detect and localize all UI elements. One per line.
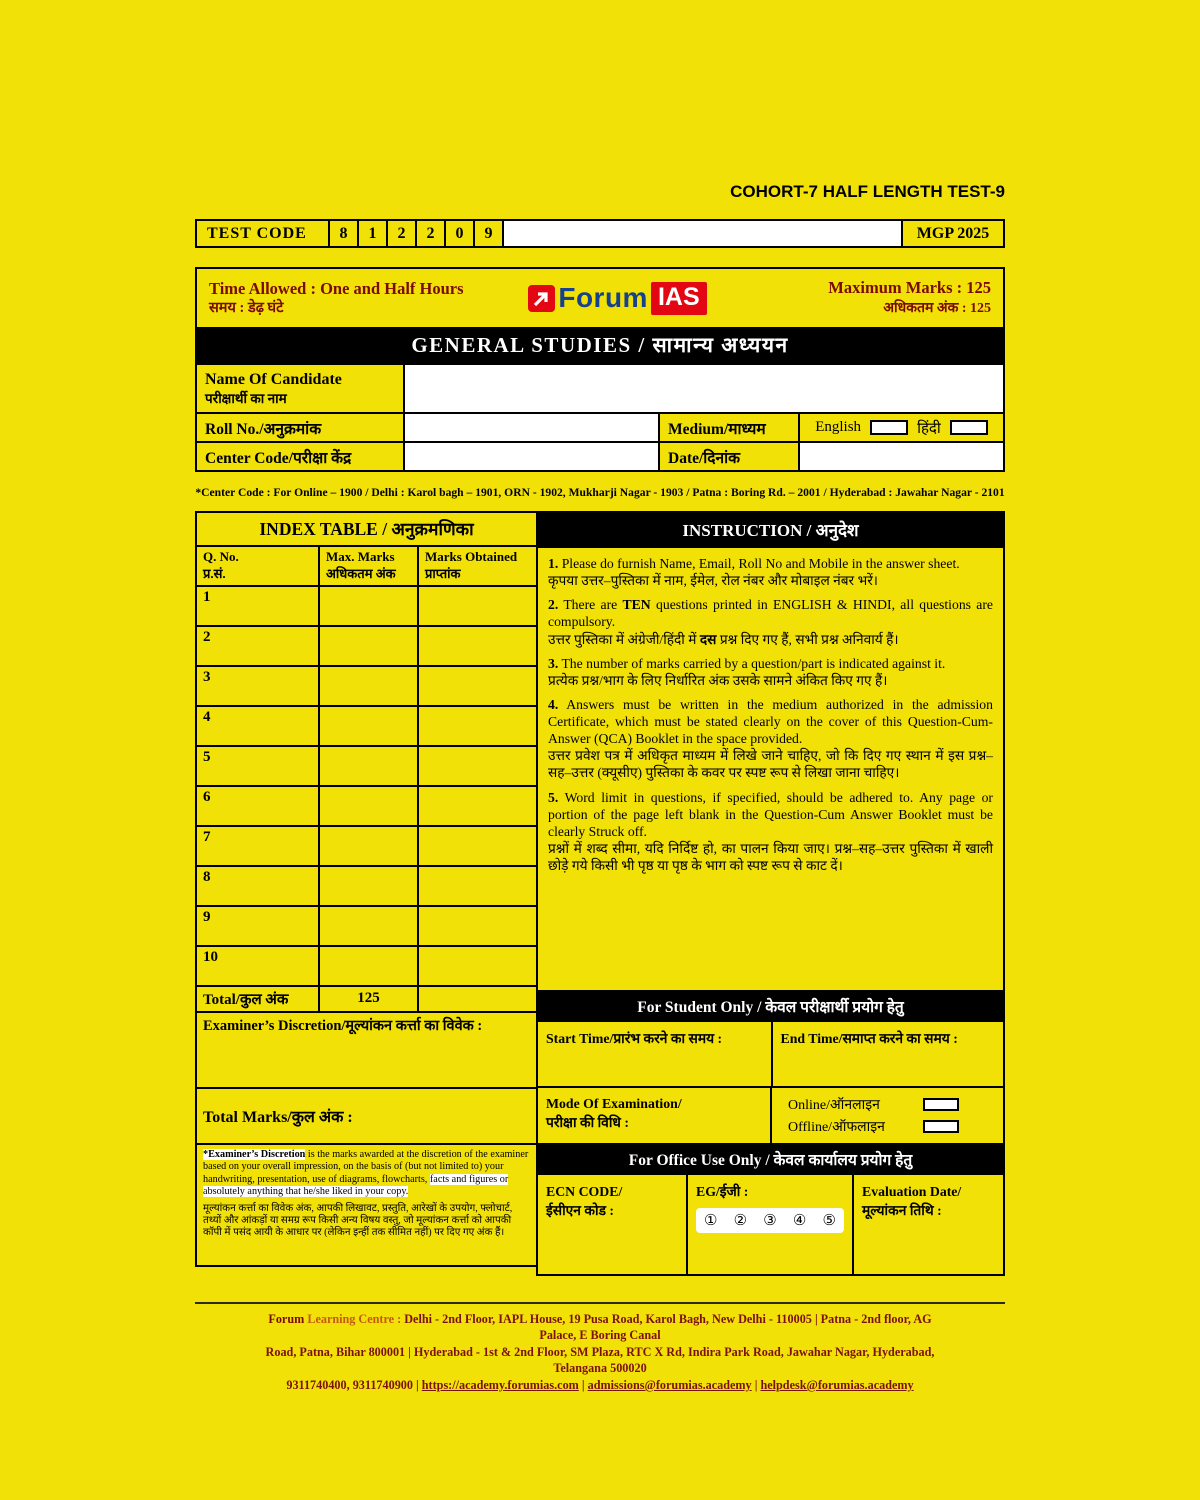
total-marks-obtained-cell[interactable]: [418, 986, 537, 1012]
footer: [195, 1302, 1005, 1393]
offline-option: [788, 1117, 959, 1136]
question-number: 3: [196, 666, 319, 706]
test-code-digit: 1: [359, 221, 388, 246]
col-header-marks-obtained: Marks Obtained प्राप्तांक: [418, 546, 537, 586]
candidate-name-label-en: Name Of Candidate: [205, 370, 342, 388]
main-area: [195, 511, 1005, 1276]
roll-number-row: [197, 412, 1003, 441]
center-code-label: Center Code/परीक्षा केंद्र: [205, 449, 352, 467]
eg-circle-2[interactable]: ②: [733, 1213, 748, 1229]
footer-helpdesk-email-link[interactable]: helpdesk@forumias.academy: [760, 1377, 914, 1392]
test-code-digit: 9: [475, 221, 504, 246]
ecn-code-field[interactable]: ECN CODE/ ईसीएन कोड :: [546, 1184, 623, 1219]
footer-text: Forum Learning Centre : Delhi - 2nd Floor, IAPL House, 19 Pusa Road, Karol Bagh, New Delhi - 110005 | Patna - 2nd floor, AG Palace, E Boring Canal Road, Patna, Bihar 800001 | Hyderabad - 1st & 2nd Floor, SM Plaza, RTC X Rd, Indira Park Road, Jawahar Nagar, Hyderabad, Telangana 500020 9311740400, 9311740900 | https://academy.forumias.com | admissions@forumias.academy | helpdesk@forumias.academy: [250, 1311, 950, 1393]
question-number: 7: [196, 826, 319, 866]
time-allowed-hi: समय : डेढ़ घंटे: [209, 300, 284, 317]
max-marks-cell[interactable]: [319, 666, 418, 706]
test-code-bar: [195, 219, 1005, 248]
max-marks-cell[interactable]: [319, 586, 418, 626]
mgp-label: MGP 2025: [903, 221, 1003, 246]
exam-header-block: [195, 267, 1005, 472]
time-allowed: [209, 278, 479, 318]
candidate-name-row: [197, 365, 1003, 412]
footer-contact-line: 9311740400, 9311740900 | https://academy.forumias.com | admissions@forumias.academy | helpdesk@forumias.academy: [286, 1377, 914, 1392]
subject-banner: GENERAL STUDIES / सामान्य अध्ययन: [197, 327, 1003, 365]
question-number: 8: [196, 866, 319, 906]
eg-grade-options: [696, 1208, 844, 1233]
office-use-row: [536, 1175, 1005, 1276]
time-fields-row: [536, 1022, 1005, 1088]
date-label: Date/दिनांक: [658, 443, 798, 470]
max-marks-cell[interactable]: [319, 746, 418, 786]
eg-circle-3[interactable]: ③: [763, 1213, 777, 1229]
center-code-row: [197, 441, 1003, 470]
question-number: 6: [196, 786, 319, 826]
online-label: Online/ऑनलाइन: [788, 1098, 880, 1114]
test-code-digit: 2: [417, 221, 446, 246]
marks-obtained-cell[interactable]: [418, 786, 537, 826]
mode-of-examination-row: [536, 1088, 1005, 1145]
instruction-4: 4. Answers must be written in the medium authorized in the admission Certificate, which must be stated clearly on the cover of this Question-Cum-Answer (QCA) Booklet in the space provided. उत्तर प्रवेश पत्र में अधिकृत माध्यम में लिखे जाने चाहिए, जो कि दिए गए स्थान में इस प्रश्न–सह–उत्तर (क्यूसीए) पुस्तिका के कवर पर स्पष्ट रूप से लिखा जाना चाहिए।: [548, 696, 993, 781]
test-code-blank-area: [504, 221, 903, 246]
marks-obtained-cell[interactable]: [418, 746, 537, 786]
logo-forum-text: Forum: [558, 282, 648, 313]
student-section-banner: For Student Only / केवल परीक्षार्थी प्रयोग हेतु: [536, 992, 1005, 1022]
maximum-marks: [756, 277, 991, 318]
footer-brand: Forum: [268, 1312, 305, 1326]
marks-obtained-cell[interactable]: [418, 826, 537, 866]
center-code-field[interactable]: [403, 443, 658, 470]
max-marks-cell[interactable]: [319, 826, 418, 866]
mode-options: [770, 1088, 1003, 1143]
index-table-title: INDEX TABLE / अनुक्रमणिका: [195, 511, 538, 547]
instruction-title: INSTRUCTION / अनुदेश: [536, 511, 1005, 548]
marks-obtained-cell[interactable]: [418, 586, 537, 626]
end-time-field[interactable]: End Time/समाप्त करने का समय :: [771, 1022, 1004, 1086]
question-number: 2: [196, 626, 319, 666]
medium-hindi-label: हिंदी: [917, 420, 941, 437]
footnote-english: *Examiner’s Discretion is the marks awarded at the discretion of the examiner based on your overall impression, on the basis of (but not limited to) your handwriting, presentation, use of diagrams, flowcharts, facts and figures or absolutely anything that he/she liked in your copy.: [203, 1148, 529, 1198]
question-number: 9: [196, 906, 319, 946]
footer-address-line2: Road, Patna, Bihar 800001 | Hyderabad - 1st & 2nd Floor, SM Plaza, RTC X Rd, Indira Park Road, Jawahar Nagar, Hyderabad, Telangana 500020: [265, 1344, 935, 1376]
forumias-logo: [479, 282, 756, 315]
mode-of-examination-label: Mode Of Examination/ परीक्षा की विधि :: [546, 1096, 682, 1130]
date-field[interactable]: [798, 443, 1003, 470]
office-section-banner: For Office Use Only / केवल कार्यालय प्रयोग हेतु: [536, 1145, 1005, 1175]
test-code-digit: 2: [388, 221, 417, 246]
marks-obtained-cell[interactable]: [418, 906, 537, 946]
marks-obtained-cell[interactable]: [418, 866, 537, 906]
logo-ias-text: IAS: [651, 282, 707, 315]
instructions-panel: [536, 548, 1005, 992]
max-marks-cell[interactable]: [319, 626, 418, 666]
examiner-discretion-footnote: [196, 1144, 537, 1266]
footer-admissions-email-link[interactable]: admissions@forumias.academy: [587, 1377, 752, 1392]
test-cover-sheet: [195, 0, 1005, 1393]
medium-english-checkbox[interactable]: [870, 420, 908, 435]
footnote-hindi: मूल्यांकन कर्त्ता का विवेक अंक, आपकी लिखावट, प्रस्तुति, आरेखों के उपयोग, फ्लोचार्ट, तथ्यों और आंकड़ों या समग्र रूप किसी अन्य विषय वस्तु, जो मूल्यांकन कर्त्ता को आपकी कॉपी में पसंद आयी के आधार पर (लेकिन इन्हीं तक सीमित नहीं) पर दिए गए अंक हैं।: [203, 1202, 513, 1239]
marks-obtained-cell[interactable]: [418, 666, 537, 706]
test-code-label: TEST CODE: [197, 221, 330, 246]
online-checkbox[interactable]: [923, 1098, 959, 1111]
eg-circle-5[interactable]: ⑤: [822, 1213, 836, 1229]
index-table-column: [195, 511, 538, 1267]
maximum-marks-en: Maximum Marks : 125: [828, 278, 991, 298]
col-header-max-marks: Max. Marks अधिकतम अंक: [319, 546, 418, 586]
instruction-5: 5. Word limit in questions, if specified, should be adhered to. Any page or portion of the page left blank in the Question-Cum Answer Booklet must be clearly Struck off. प्रश्नों में शब्द सीमा, यदि निर्दिष्ट हो, का पालन किया जाए। प्रश्न–सह–उत्तर पुस्तिका में खाली छोड़े गये किसी भी पृष्ठ या पृष्ठ के भाग को स्पष्ट रूप से काट दें।: [548, 789, 993, 873]
marks-obtained-cell[interactable]: [418, 946, 537, 986]
marks-obtained-cell[interactable]: [418, 626, 537, 666]
max-marks-cell[interactable]: [319, 906, 418, 946]
total-marks-cell[interactable]: Total Marks/कुल अंक :: [196, 1088, 537, 1144]
question-number: 5: [196, 746, 319, 786]
total-label: Total/कुल अंक: [196, 986, 319, 1012]
test-code-digit: 8: [330, 221, 359, 246]
footer-website-link[interactable]: https://academy.forumias.com: [421, 1377, 579, 1392]
exam-header: [197, 269, 1003, 327]
maximum-marks-hi: अधिकतम अंक : 125: [883, 300, 991, 316]
question-number: 1: [196, 586, 319, 626]
roll-number-label: Roll No./अनुक्रमांक: [205, 420, 322, 438]
instruction-3: 3. The number of marks carried by a question/part is indicated against it. प्रत्येक प्रश्न/भाग के लिए निर्धारित अंक उसके सामने अंकित किए गए हैं।: [548, 655, 946, 688]
question-number: 4: [196, 706, 319, 746]
max-marks-cell[interactable]: [319, 866, 418, 906]
footer-phones: 9311740400, 9311740900: [286, 1377, 413, 1392]
col-header-qno: Q. No. प्र.सं.: [196, 546, 319, 586]
offline-checkbox[interactable]: [923, 1120, 959, 1133]
eg-field: [686, 1175, 852, 1274]
medium-english-label: English: [815, 419, 862, 435]
eg-circle-4[interactable]: ④: [792, 1213, 807, 1229]
instructions-column: [536, 511, 1005, 1276]
eg-circle-1[interactable]: ①: [704, 1213, 718, 1229]
question-number: 10: [196, 946, 319, 986]
instruction-1: 1. Please do furnish Name, Email, Roll No and Mobile in the answer sheet. कृपया उत्तर–पुस्तिका में नाम, ईमेल, रोल नंबर और मोबाइल नंबर भरें।: [548, 556, 960, 589]
time-allowed-en: Time Allowed : One and Half Hours: [209, 278, 464, 298]
footer-address-line1: Delhi - 2nd Floor, IAPL House, 19 Pusa Road, Karol Bagh, New Delhi - 110005 | Patna - 2nd floor, AG Palace, E Boring Canal: [401, 1312, 932, 1343]
medium-label: Medium/माध्यम: [658, 414, 798, 441]
instruction-2: 2. There are TEN questions printed in ENGLISH & HINDI, all questions are compulsory. उत्तर पुस्तिका में अंग्रेजी/हिंदी में दस प्रश्न दिए गए हैं, सभी प्रश्न अनिवार्य हैं।: [548, 597, 994, 647]
max-marks-cell[interactable]: [319, 706, 418, 746]
center-code-note: *Center Code : For Online – 1900 / Delhi : Karol bagh – 1901, ORN - 1902, Mukharji Nagar - 1903 / Patna : Boring Rd. – 2001 / Hyderabad : Jawahar Nagar - 2101: [195, 486, 1005, 499]
roll-number-field[interactable]: [403, 414, 658, 441]
offline-label: Offline/ऑफलाइन: [788, 1119, 885, 1135]
candidate-name-label-hi: परीक्षार्थी का नाम: [205, 390, 287, 406]
medium-hindi-checkbox[interactable]: [950, 420, 988, 435]
candidate-name-label: [197, 365, 403, 412]
forumias-arrow-icon: [528, 285, 555, 312]
marks-obtained-cell[interactable]: [418, 706, 537, 746]
evaluation-date-field[interactable]: Evaluation Date/ मूल्यांकन तिथि :: [852, 1175, 1003, 1274]
test-code-digit: 0: [446, 221, 475, 246]
max-marks-cell[interactable]: [319, 786, 418, 826]
online-option: [788, 1095, 959, 1114]
total-max-marks: 125: [319, 986, 418, 1012]
examiner-discretion-cell[interactable]: Examiner’s Discretion/मूल्यांकन कर्त्ता का विवेक :: [196, 1012, 537, 1088]
eg-label: EG/ईजी :: [696, 1184, 749, 1199]
candidate-name-field[interactable]: [403, 365, 1003, 412]
medium-options: [798, 414, 1003, 441]
index-table: [195, 545, 538, 1267]
page-title: COHORT-7 HALF LENGTH TEST-9: [730, 182, 1005, 201]
start-time-field[interactable]: Start Time/प्रारंभ करने का समय :: [546, 1031, 723, 1046]
max-marks-cell[interactable]: [319, 946, 418, 986]
